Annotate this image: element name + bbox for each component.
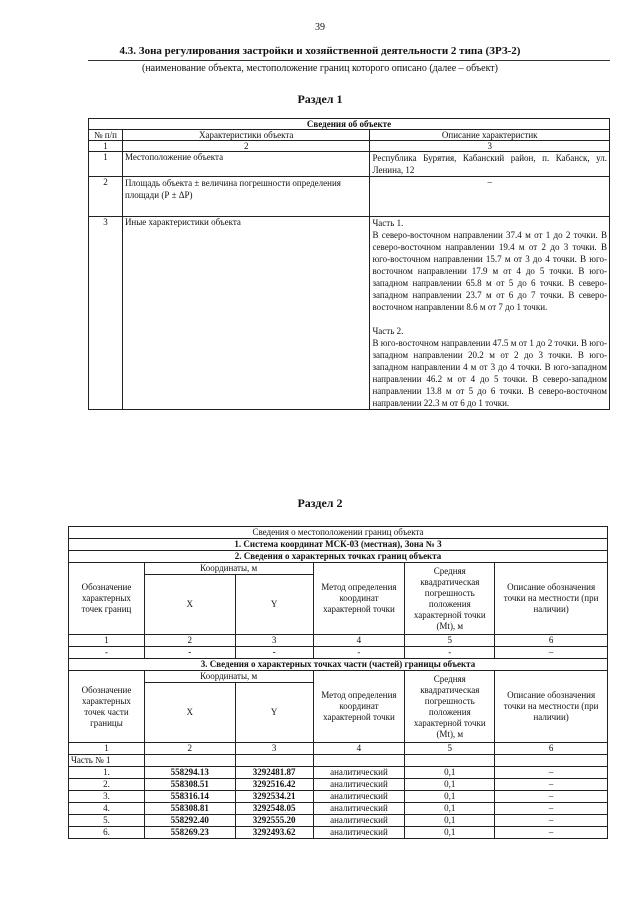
header-point-designation: Обозначение характерных точек части границы	[69, 671, 145, 743]
col-number: 1	[69, 743, 145, 755]
empty-cell	[495, 755, 608, 767]
section-2-title: Раздел 2	[297, 496, 343, 510]
table-row	[69, 803, 608, 815]
boundary-points-heading: 2. Сведения о характерных точках границ объекта	[69, 551, 608, 563]
point-marking: –	[495, 779, 608, 791]
col-number: 6	[495, 635, 608, 647]
col-number: 1	[89, 141, 123, 152]
point-marking: –	[495, 791, 608, 803]
point-error: 0,1	[405, 767, 495, 779]
table-row	[69, 791, 608, 803]
header-y: Y	[235, 575, 313, 635]
point-marking: –	[495, 827, 608, 839]
point-error: 0,1	[405, 827, 495, 839]
point-error: 0,1	[405, 803, 495, 815]
point-x: 558308.81	[144, 803, 235, 815]
point-method: аналитический	[313, 803, 405, 815]
value-location: Республика Бурятия, Кабанский район, п. Кабанск, ул. Ленина, 12	[370, 152, 610, 177]
boundary-coordinates-table	[68, 526, 608, 839]
table-row	[69, 815, 608, 827]
header-marking: Описание обозначения точки на местности (при наличии)	[495, 563, 608, 635]
document-subheading: (наименование объекта, местоположение границ которого описано (далее – объект)	[141, 63, 499, 74]
empty-cell: -	[144, 647, 235, 659]
point-marking: –	[495, 767, 608, 779]
point-method: аналитический	[313, 767, 405, 779]
part-label: Часть № 1	[69, 755, 145, 767]
col-number: 6	[495, 743, 608, 755]
point-y: 3292555.20	[235, 815, 313, 827]
coordinate-system: 1. Система координат МСК-03 (местная), Зона № 3	[69, 539, 608, 551]
empty-cell	[235, 755, 313, 767]
empty-cell	[405, 755, 495, 767]
point-x: 558316.14	[144, 791, 235, 803]
header-method: Метод определения координат характерной точки	[313, 671, 405, 743]
col-number: 3	[235, 743, 313, 755]
value-area: –	[370, 177, 610, 217]
empty-cell	[144, 755, 235, 767]
object-info-table-title: Сведения об объекте	[89, 119, 610, 130]
empty-cell: -	[405, 647, 495, 659]
col-header-description: Описание характеристик	[370, 130, 610, 141]
point-number: 3.	[69, 791, 145, 803]
heading-rule	[88, 60, 610, 61]
header-y: Y	[235, 683, 313, 743]
header-point-designation: Обозначение характерных точек границ	[69, 563, 145, 635]
empty-cell: -	[235, 647, 313, 659]
header-method: Метод определения координат характерной точки	[313, 563, 405, 635]
point-method: аналитический	[313, 791, 405, 803]
point-marking: –	[495, 815, 608, 827]
col-header-num: № п/п	[89, 130, 123, 141]
header-coordinates: Координаты, м	[144, 563, 313, 575]
part-2-description: В юго-восточном направлении 47.5 м от 1 до 2 точки. В юго-западном направлении 20.2 м от 2 до 3 точки. В юго-западном направлении 4 м от 3 до 4 точки. В юго-западном направлении 46.2 м от 4 до 5 точки. В северо-западном направлении 13.8 м от 5 до 6 точки. В северо-восточном направлении 22.3 м от 6 до 1 точки.	[372, 338, 607, 408]
table-row	[69, 779, 608, 791]
point-number: 2.	[69, 779, 145, 791]
point-x: 558308.51	[144, 779, 235, 791]
point-y: 3292493.62	[235, 827, 313, 839]
part-points-heading: 3. Сведения о характерных точках части (частей) границы объекта	[69, 659, 608, 671]
section-1-title: Раздел 1	[297, 92, 343, 106]
table-row	[69, 827, 608, 839]
row-num: 3	[89, 217, 123, 410]
col-number: 5	[405, 635, 495, 647]
row-num: 1	[89, 152, 123, 177]
col-number: 4	[313, 743, 405, 755]
point-number: 1.	[69, 767, 145, 779]
point-error: 0,1	[405, 791, 495, 803]
empty-cell: -	[313, 647, 405, 659]
point-x: 558294.13	[144, 767, 235, 779]
table-row	[69, 767, 608, 779]
part-2-title: Часть 2.	[372, 326, 404, 336]
empty-cell: -	[69, 647, 145, 659]
point-number: 6.	[69, 827, 145, 839]
header-x: X	[144, 575, 235, 635]
col-number: 2	[122, 141, 370, 152]
part-1-description: В северо-восточном направлении 37.4 м от 1 до 2 точки. В северо-восточном направлении 19.4 м от 2 до 3 точки. В юго-восточном направлении 15.7 м от 3 до 4 точки. В юго-восточном направлении 17.9 м от 4 до 5 точки. В юго-западном направлении 65.8 м от 5 до 6 точки. В северо-западном направлении 23.7 м от 6 до 7 точки. В северо-восточном направлении 8.6 м от 7 до 1 точки.	[372, 230, 607, 312]
point-number: 4.	[69, 803, 145, 815]
point-x: 558292.40	[144, 815, 235, 827]
col-number: 4	[313, 635, 405, 647]
point-error: 0,1	[405, 815, 495, 827]
col-number: 1	[69, 635, 145, 647]
part-1-title: Часть 1.	[372, 218, 404, 228]
point-method: аналитический	[313, 815, 405, 827]
point-method: аналитический	[313, 779, 405, 791]
col-header-characteristic: Характеристики объекта	[122, 130, 370, 141]
header-error: Средняя квадратическая погрешность положения характерной точки (Мt), м	[405, 563, 495, 635]
boundary-table-title: Сведения о местоположении границ объекта	[69, 527, 608, 539]
header-marking: Описание обозначения точки на местности (при наличии)	[495, 671, 608, 743]
characteristic-other: Иные характеристики объекта	[122, 217, 370, 410]
characteristic-area: Площадь объекта ± величина погрешности определения площади (Р ± ΔР)	[122, 177, 370, 217]
header-coordinates: Координаты, м	[144, 671, 313, 683]
value-other	[370, 217, 610, 410]
document-heading: 4.3. Зона регулирования застройки и хозяйственной деятельности 2 типа (ЗРЗ-2)	[119, 45, 521, 57]
characteristic-location: Местоположение объекта	[122, 152, 370, 177]
col-number: 3	[370, 141, 610, 152]
empty-cell	[313, 755, 405, 767]
point-y: 3292534.21	[235, 791, 313, 803]
header-error: Средняя квадратическая погрешность положения характерной точки (Мt), м	[405, 671, 495, 743]
col-number: 2	[144, 743, 235, 755]
object-info-table	[88, 118, 610, 410]
point-y: 3292516.42	[235, 779, 313, 791]
page-number: 39	[315, 22, 325, 33]
header-x: X	[144, 683, 235, 743]
point-method: аналитический	[313, 827, 405, 839]
col-number: 3	[235, 635, 313, 647]
point-y: 3292548.05	[235, 803, 313, 815]
point-x: 558269.23	[144, 827, 235, 839]
row-num: 2	[89, 177, 123, 217]
col-number: 5	[405, 743, 495, 755]
empty-cell: –	[495, 647, 608, 659]
point-marking: –	[495, 803, 608, 815]
point-y: 3292481.87	[235, 767, 313, 779]
point-error: 0,1	[405, 779, 495, 791]
point-number: 5.	[69, 815, 145, 827]
col-number: 2	[144, 635, 235, 647]
